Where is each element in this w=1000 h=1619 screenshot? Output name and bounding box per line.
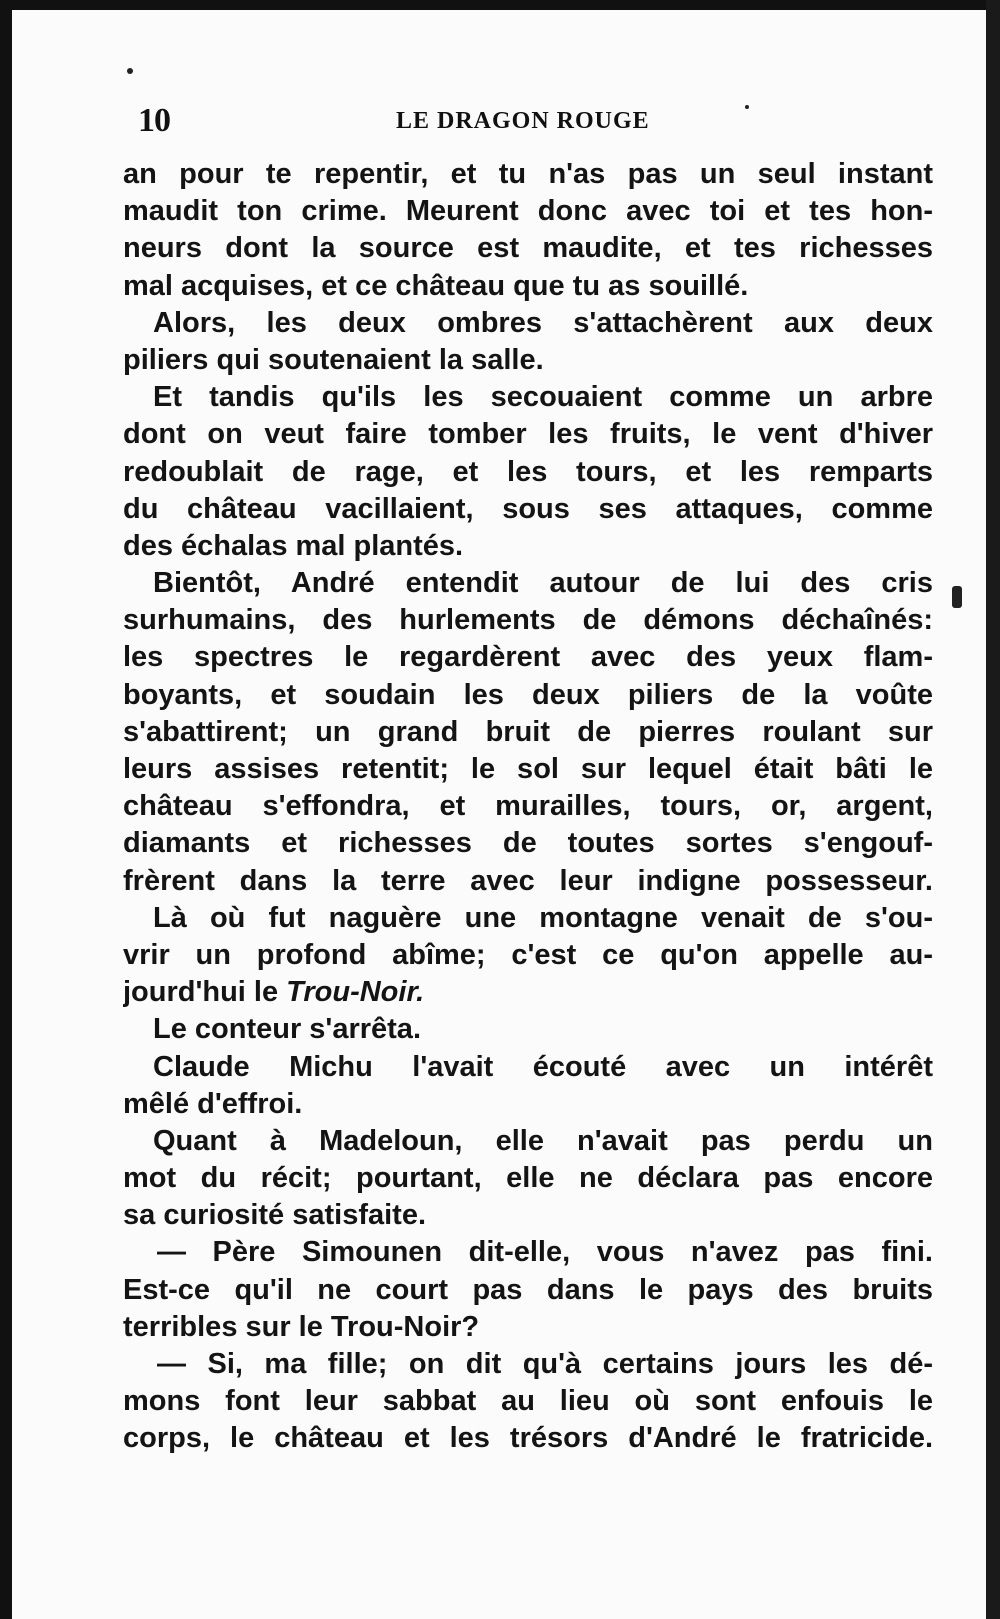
text-line: — Père Simounen dit-elle, vous n'avez pas fini. [157, 1236, 933, 1269]
text-line: les spectres le regardèrent avec des yeux flam- [123, 641, 933, 674]
text-line: mêlé d'effroi. [123, 1087, 303, 1120]
text-line: château s'effondra, et murailles, tours, or, argent, [123, 790, 933, 823]
running-title: LE DRAGON ROUGE [396, 108, 650, 134]
text-line [123, 974, 933, 1011]
text-line: maudit ton crime. Meurent donc avec toi et tes hon- [123, 195, 933, 228]
text-line: leurs assises retentit; le sol sur lequel était bâti le [123, 753, 933, 785]
text-line: Claude Michu l'avait écouté avec un intérêt [153, 1050, 933, 1083]
text-line: piliers qui soutenaient la salle. [123, 343, 544, 376]
line-start: jourd'hui le [123, 976, 287, 1009]
text-line: corps, le château et les trésors d'André le fratricide. [123, 1422, 933, 1455]
text-line: sa curiosité satisfaite. [123, 1199, 427, 1232]
text-line: surhumains, des hurlements de démons déchaînés: [123, 604, 933, 637]
text-line: Le conteur s'arrêta. [153, 1013, 421, 1046]
scan-speck [952, 586, 962, 608]
text-line: Bientôt, André entendit autour de lui des cris [153, 567, 933, 600]
text-line: s'abattirent; un grand bruit de pierres roulant sur [123, 715, 933, 748]
text-line: frèrent dans la terre avec leur indigne possesseur. [123, 864, 933, 897]
text-line: diamants et richesses de toutes sortes s'engouf- [123, 827, 933, 860]
text-line: terribles sur le Trou-Noir? [123, 1310, 480, 1343]
scan-border-top [0, 0, 1000, 10]
text-line: mot du récit; pourtant, elle ne déclara pas encore [123, 1162, 933, 1195]
text-line: mons font leur sabbat au lieu où sont enfouis le [123, 1385, 933, 1418]
text-line: des échalas mal plantés. [123, 529, 464, 562]
body-text [123, 156, 933, 1458]
text-line: an pour te repentir, et tu n'as pas un seul instant [123, 158, 933, 190]
text-line: mal acquises, et ce château que tu as souillé. [123, 269, 749, 302]
scan-border-right [986, 0, 1000, 1619]
text-line: vrir un profond abîme; c'est ce qu'on appelle au- [123, 938, 933, 971]
text-line: redoublait de rage, et les tours, et les remparts [123, 455, 933, 488]
text-line: neurs dont la source est maudite, et tes richesses [123, 232, 933, 265]
text-line: du château vacillaient, sous ses attaques, comme [123, 492, 933, 525]
text-line: Alors, les deux ombres s'attachèrent aux deux [153, 306, 933, 339]
text-line: boyants, et soudain les deux piliers de la voûte [123, 678, 933, 711]
text-line: dont on veut faire tomber les fruits, le vent d'hiver [123, 418, 933, 451]
italic-place-name: Trou-Noir. [286, 976, 425, 1009]
text-line: — Si, ma fille; on dit qu'à certains jours les dé- [157, 1348, 933, 1380]
scan-border-left [0, 0, 12, 1619]
scan-speck [127, 68, 133, 74]
text-line: Quant à Madeloun, elle n'avait pas perdu un [153, 1124, 933, 1157]
page-number: 10 [138, 102, 170, 139]
text-line: Et tandis qu'ils les secouaient comme un arbre [153, 381, 933, 414]
running-head [138, 102, 928, 142]
text-line: Est-ce qu'il ne court pas dans le pays des bruits [123, 1273, 933, 1306]
text-line: Là où fut naguère une montagne venait de s'ou- [153, 901, 933, 934]
